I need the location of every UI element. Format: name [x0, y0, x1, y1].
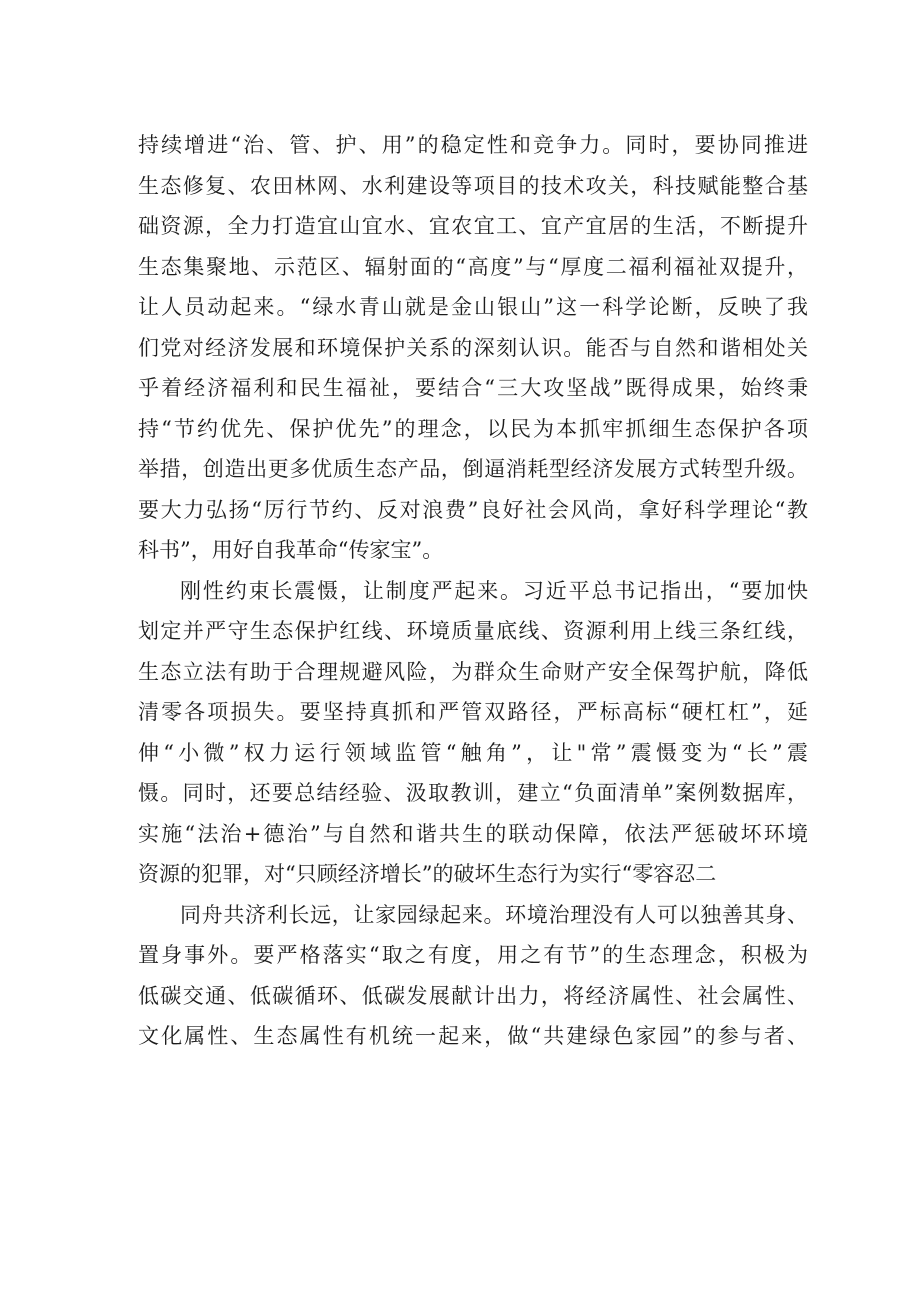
text-line: 文化属性、生态属性有机统一起来，做“共建绿色家园”的参与者、 [138, 1024, 808, 1048]
text-line: 同舟共济利长远，让家园绿起来。环境治理没有人可以独善其身、 [180, 902, 808, 927]
text-line: 置身事外。要严格落实“取之有度，用之有节”的生态理念，积极为 [138, 943, 808, 967]
text-line: 划定并严守生态保护红线、环境质量底线、资源利用上线三条红线， [138, 619, 808, 643]
text-line: 慑。同时，还要总结经验、汲取教训，建立“负面清单”案例数据库， [138, 781, 808, 805]
text-line: 伸“小微”权力运行领域监管“触角”，让"常”震慑变为“长”震 [138, 740, 808, 765]
text-line: 实施“法治+德治”与自然和谐共生的联动保障，依法严惩破坏环境 [138, 821, 808, 846]
text-line: 科书”，用好自我革命“传家宝”。 [138, 538, 444, 562]
text-line: 资源的犯罪，对“只顾经济增长”的破坏生态行为实行“零容忍二 [138, 862, 717, 886]
text-line: 持续增进“治、管、护、用”的稳定性和竞争力。同时，要协同推进 [138, 133, 808, 157]
paragraph-3 [138, 895, 808, 1057]
text-line: 们党对经济发展和环境保护关系的深刻认识。能否与自然和谐相处关 [138, 335, 808, 360]
text-line: 乎着经济福利和民生福祉，要结合“三大攻坚战”既得成果，始终秉 [138, 376, 808, 400]
text-line: 生态修复、农田林网、水利建设等项目的技术攻关，科技赋能整合基 [138, 173, 808, 198]
text-line: 生态立法有助于合理规避风险，为群众生命财产安全保驾护航，降低 [138, 659, 808, 684]
document-body [138, 125, 808, 1057]
text-line: 让人员动起来。“绿水青山就是金山银山”这一科学论断，反映了我 [138, 295, 808, 319]
text-line: 础资源，全力打造宜山宜水、宜农宜工、宜产宜居的生活，不断提升 [138, 214, 808, 238]
paragraph-2 [138, 571, 808, 895]
paragraph-1 [138, 125, 808, 571]
text-line: 清零各项损失。要坚持真抓和严管双路径，严标高标“硬杠杠”，延 [138, 700, 808, 724]
text-line: 要大力弘扬“厉行节约、反对浪费”良好社会风尚，拿好科学理论“教 [138, 497, 808, 522]
text-line: 刚性约束长震慑，让制度严起来。习近平总书记指出，“要加快 [180, 578, 808, 603]
text-line: 生态集聚地、示范区、辐射面的“高度”与“厚度二福利福祉双提升， [138, 254, 808, 279]
text-line: 举措，创造出更多优质生态产品，倒逼消耗型经济发展方式转型升级。 [138, 457, 808, 481]
text-line: 低碳交通、低碳循环、低碳发展献计出力，将经济属性、社会属性、 [138, 983, 808, 1008]
text-line: 持“节约优先、保护优先”的理念，以民为本抓牢抓细生态保护各项 [138, 416, 808, 441]
